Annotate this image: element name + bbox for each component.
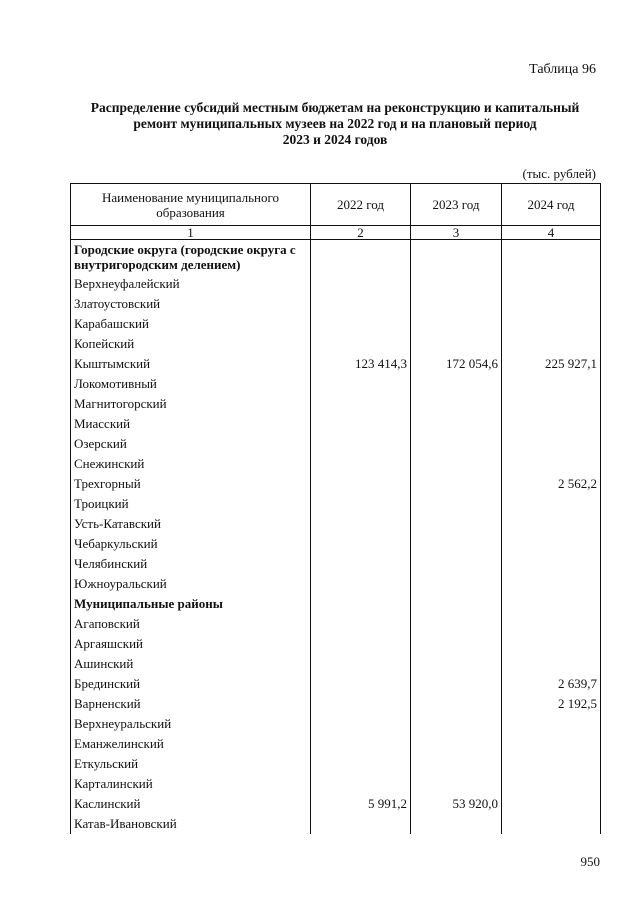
table-row [71, 774, 601, 794]
value-2022-cell [311, 534, 411, 554]
table-row [71, 454, 601, 474]
table-group-row [71, 594, 601, 614]
value-2023-cell [411, 554, 502, 574]
value-2023-cell [411, 454, 502, 474]
value-2023-cell [411, 654, 502, 674]
value-2023-cell [411, 754, 502, 774]
municipality-cell: Аргаяшский [71, 634, 311, 654]
value-2024-cell [502, 654, 601, 674]
table-number: Таблица 96 [529, 62, 596, 77]
value-2023-cell [411, 414, 502, 434]
value-2024-cell [502, 434, 601, 454]
value-2024-cell [502, 240, 601, 275]
table-row [71, 814, 601, 834]
table-row [71, 494, 601, 514]
value-2023-cell [411, 714, 502, 734]
value-2024-cell [502, 494, 601, 514]
municipality-cell: Озерский [71, 434, 311, 454]
value-2022-cell [311, 240, 411, 275]
value-2022-cell: 123 414,3 [311, 354, 411, 374]
value-2024-cell [502, 794, 601, 814]
value-2022-cell [311, 614, 411, 634]
value-2022-cell: 5 991,2 [311, 794, 411, 814]
value-2024-cell [502, 414, 601, 434]
value-2024-cell [502, 634, 601, 654]
municipality-cell: Троицкий [71, 494, 311, 514]
value-2024-cell [502, 314, 601, 334]
municipality-cell: Магнитогорский [71, 394, 311, 414]
column-number-row [71, 226, 601, 240]
municipality-cell: Еткульский [71, 754, 311, 774]
table-row [71, 754, 601, 774]
municipality-cell: Каслинский [71, 794, 311, 814]
value-2022-cell [311, 694, 411, 714]
value-2022-cell [311, 674, 411, 694]
table-row [71, 354, 601, 374]
table-row [71, 634, 601, 654]
document-title [70, 100, 600, 148]
table-row [71, 294, 601, 314]
title-line-1: Распределение субсидий местным бюджетам на реконструкцию и капитальный [90, 100, 580, 115]
value-2023-cell [411, 294, 502, 314]
table-row [71, 434, 601, 454]
municipality-cell: Карталинский [71, 774, 311, 794]
value-2024-cell [502, 574, 601, 594]
value-2024-cell [502, 394, 601, 414]
table-row [71, 534, 601, 554]
value-2022-cell [311, 294, 411, 314]
municipality-cell: Еманжелинский [71, 734, 311, 754]
table-row [71, 334, 601, 354]
value-2023-cell [411, 534, 502, 554]
value-2023-cell [411, 514, 502, 534]
table-row [71, 794, 601, 814]
column-number: 3 [411, 226, 502, 240]
value-2023-cell: 53 920,0 [411, 794, 502, 814]
value-2024-cell: 2 192,5 [502, 694, 601, 714]
units-note: (тыс. рублей) [522, 166, 596, 181]
value-2022-cell [311, 634, 411, 654]
municipality-cell: Варненский [71, 694, 311, 714]
table-row [71, 734, 601, 754]
header-2024: 2024 год [502, 184, 601, 226]
value-2022-cell [311, 474, 411, 494]
municipality-cell: Ашинский [71, 654, 311, 674]
column-number: 2 [311, 226, 411, 240]
value-2023-cell [411, 374, 502, 394]
value-2023-cell [411, 734, 502, 754]
title-line-2: ремонт муниципальных музеев на 2022 год и на плановый период [133, 116, 537, 131]
value-2024-cell [502, 274, 601, 294]
value-2022-cell [311, 394, 411, 414]
value-2024-cell: 225 927,1 [502, 354, 601, 374]
value-2022-cell [311, 814, 411, 834]
value-2022-cell [311, 274, 411, 294]
value-2022-cell [311, 494, 411, 514]
municipality-cell: Копейский [71, 334, 311, 354]
value-2023-cell [411, 394, 502, 414]
header-2023: 2023 год [411, 184, 502, 226]
value-2023-cell [411, 574, 502, 594]
column-number: 1 [71, 226, 311, 240]
municipality-cell: Миасский [71, 414, 311, 434]
value-2024-cell [502, 754, 601, 774]
value-2022-cell [311, 714, 411, 734]
value-2023-cell [411, 814, 502, 834]
value-2024-cell [502, 594, 601, 614]
value-2023-cell [411, 240, 502, 275]
table-group-row [71, 240, 601, 275]
value-2023-cell [411, 274, 502, 294]
value-2022-cell [311, 514, 411, 534]
header-row [71, 184, 601, 226]
value-2022-cell [311, 774, 411, 794]
value-2022-cell [311, 574, 411, 594]
value-2024-cell [502, 554, 601, 574]
table-row [71, 674, 601, 694]
municipality-cell: Брединский [71, 674, 311, 694]
title-line-3: 2023 и 2024 годов [282, 132, 388, 147]
value-2022-cell [311, 434, 411, 454]
value-2023-cell [411, 434, 502, 454]
value-2024-cell [502, 454, 601, 474]
municipality-cell: Южноуральский [71, 574, 311, 594]
table-body [71, 226, 601, 835]
value-2022-cell [311, 654, 411, 674]
value-2022-cell [311, 414, 411, 434]
value-2024-cell [502, 614, 601, 634]
value-2024-cell [502, 374, 601, 394]
value-2023-cell [411, 614, 502, 634]
table-row [71, 314, 601, 334]
municipality-cell: Катав-Ивановский [71, 814, 311, 834]
value-2023-cell [411, 594, 502, 614]
table-row [71, 654, 601, 674]
value-2023-cell [411, 774, 502, 794]
table-row [71, 274, 601, 294]
municipality-cell: Верхнеуфалейский [71, 274, 311, 294]
municipality-cell: Агаповский [71, 614, 311, 634]
page-number: 950 [580, 854, 600, 869]
value-2023-cell: 172 054,6 [411, 354, 502, 374]
table-row [71, 514, 601, 534]
value-2022-cell [311, 374, 411, 394]
column-number: 4 [502, 226, 601, 240]
value-2023-cell [411, 634, 502, 654]
table-row [71, 714, 601, 734]
value-2022-cell [311, 734, 411, 754]
value-2024-cell [502, 734, 601, 754]
value-2022-cell [311, 594, 411, 614]
header-municipality: Наименование муниципального образования [71, 184, 311, 226]
value-2024-cell [502, 294, 601, 314]
municipality-cell: Челябинский [71, 554, 311, 574]
value-2023-cell [411, 674, 502, 694]
value-2023-cell [411, 334, 502, 354]
table-row [71, 414, 601, 434]
value-2023-cell [411, 314, 502, 334]
municipality-cell: Снежинский [71, 454, 311, 474]
value-2024-cell [502, 774, 601, 794]
header-2022: 2022 год [311, 184, 411, 226]
table-row [71, 394, 601, 414]
municipality-cell: Городские округа (городские округа с внутригородским делением) [71, 240, 311, 275]
value-2022-cell [311, 454, 411, 474]
table-row [71, 474, 601, 494]
municipality-cell: Локомотивный [71, 374, 311, 394]
municipality-cell: Верхнеуральский [71, 714, 311, 734]
table-row [71, 554, 601, 574]
table-row [71, 374, 601, 394]
value-2022-cell [311, 334, 411, 354]
table-row [71, 614, 601, 634]
municipality-cell: Кыштымский [71, 354, 311, 374]
value-2023-cell [411, 694, 502, 714]
municipality-cell: Карабашский [71, 314, 311, 334]
table-row [71, 574, 601, 594]
value-2024-cell [502, 514, 601, 534]
value-2024-cell [502, 814, 601, 834]
value-2024-cell [502, 714, 601, 734]
value-2024-cell [502, 534, 601, 554]
municipality-cell: Трехгорный [71, 474, 311, 494]
municipality-cell: Усть-Катавский [71, 514, 311, 534]
municipality-cell: Муниципальные районы [71, 594, 311, 614]
value-2023-cell [411, 474, 502, 494]
subsidy-table [70, 183, 601, 834]
table-row [71, 694, 601, 714]
municipality-cell: Златоустовский [71, 294, 311, 314]
value-2022-cell [311, 314, 411, 334]
value-2024-cell [502, 334, 601, 354]
municipality-cell: Чебаркульский [71, 534, 311, 554]
value-2022-cell [311, 554, 411, 574]
value-2022-cell [311, 754, 411, 774]
value-2024-cell: 2 562,2 [502, 474, 601, 494]
value-2024-cell: 2 639,7 [502, 674, 601, 694]
value-2023-cell [411, 494, 502, 514]
